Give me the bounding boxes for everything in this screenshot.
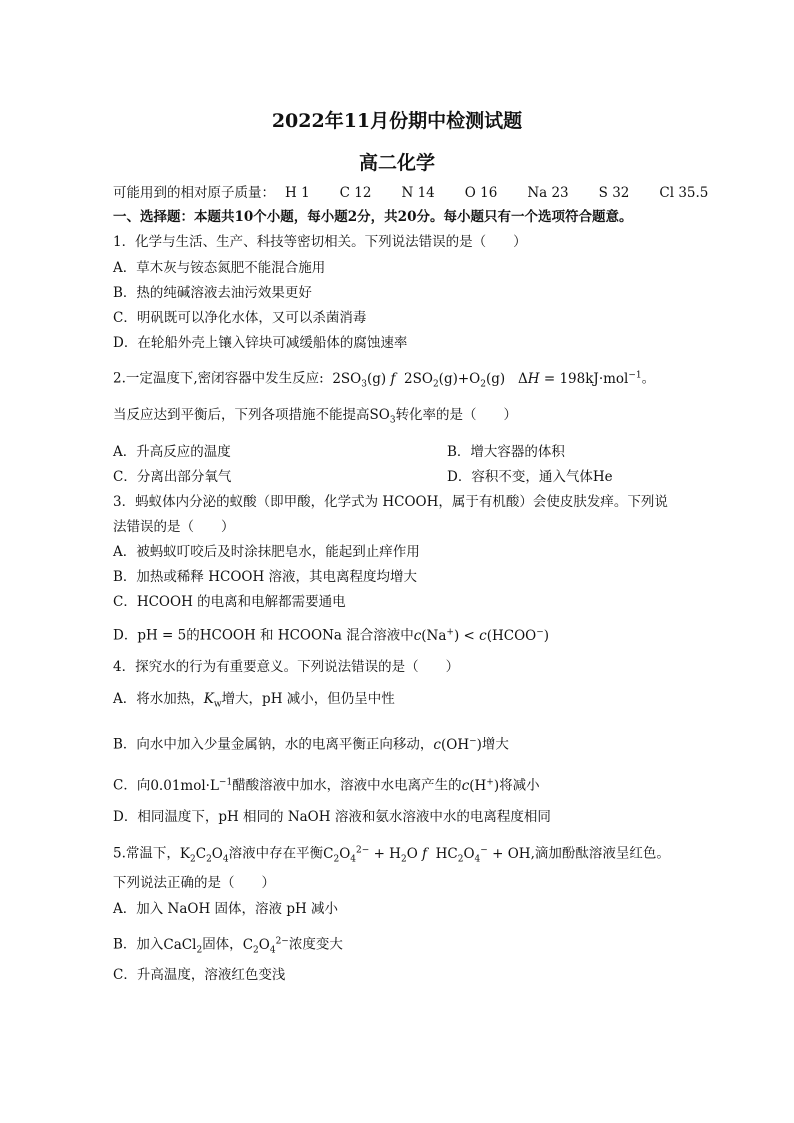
q3-option-c: C．HCOOH 的电离和电解都需要通电 bbox=[113, 594, 346, 610]
mass-na: Na 23 bbox=[527, 185, 569, 201]
section-heading: 一、选择题：本题共10个小题，每小题2分，共20分。每小题只有一个选项符合题意。 bbox=[113, 209, 633, 225]
mass-n: N 14 bbox=[401, 185, 435, 201]
exam-title: 2022年11月份期中检测试题 bbox=[271, 110, 523, 132]
q5-option-a: A．加入 NaOH 固体，溶液 pH 减小 bbox=[113, 901, 339, 917]
q5-stem: 5.常温下，$K_2C_2O_4$溶液中存在平衡$C_2O_4^{2-} + H_2O$ f $HC_2O_4^-$ + OH,滴加酚酞溶液呈红色。 bbox=[113, 845, 670, 865]
q2-stem bbox=[113, 366, 655, 393]
q2-option-c: C．分离出部分氧气 bbox=[113, 469, 232, 485]
q4-stem: 4．探究水的行为有重要意义。下列说法错误的是（ ） bbox=[113, 659, 460, 675]
q1-option-d: D．在轮船外壳上镶入锌块可减缓船体的腐蚀速率 bbox=[113, 335, 408, 351]
q3-option-d: D．pH = 5的HCOOH 和 HCOONa 混合溶液中c(Na+) < c(HCOO−) bbox=[113, 627, 550, 644]
mass-o: O 16 bbox=[464, 185, 498, 201]
q5-stem-line2: 下列说法正确的是（ ） bbox=[113, 875, 275, 891]
q3-stem-line2: 法错误的是（ ） bbox=[113, 519, 235, 535]
q1-stem: 1．化学与生活、生产、科技等密切相关。下列说法错误的是（ ） bbox=[113, 234, 527, 250]
q5-option-b: B．加入CaCl$_2$固体，$C_2O_4^{2-}$浓度变大 bbox=[113, 936, 343, 956]
q3-option-b: B．加热或稀释 HCOOH 溶液，其电离程度均增大 bbox=[113, 569, 418, 585]
q4-option-a: A．将水加热，$K_w$增大，pH 减小，但仍呈中性 bbox=[113, 691, 395, 710]
mass-c: C 12 bbox=[339, 185, 372, 201]
q2-stem-prefix: 2.一定温度下,密闭容器中发生反应: bbox=[113, 370, 324, 387]
q1-option-b: B．热的纯碱溶液去油污效果更好 bbox=[113, 285, 312, 301]
q2-stem-line2: 当反应达到平衡后，下列各项措施不能提高$SO_3$转化率的是（ ） bbox=[113, 407, 518, 426]
atomic-masses-label: 可能用到的相对原子质量： bbox=[113, 185, 275, 201]
mass-h: H 1 bbox=[285, 185, 310, 201]
q2-equation: $2SO_3(g)$ f $2SO_2(g)+O_2(g) \Delta H = 198kJ\cdot mol^{-1}$ bbox=[328, 370, 642, 390]
q3-option-a: A．被蚂蚁叮咬后及时涂抹肥皂水，能起到止痒作用 bbox=[113, 544, 420, 560]
q2-option-a: A．升高反应的温度 bbox=[113, 444, 231, 460]
q1-option-a: A．草木灰与铵态氮肥不能混合施用 bbox=[113, 260, 326, 276]
mass-s: S 32 bbox=[598, 185, 630, 201]
q2-option-d: D．容积不变，通入气体He bbox=[447, 469, 613, 485]
q5-option-c: C．升高温度，溶液红色变浅 bbox=[113, 967, 286, 983]
q4-option-b: B．向水中加入少量金属钠，水的电离平衡正向移动，c(OH−)增大 bbox=[113, 736, 509, 753]
q2-option-b: B．增大容器的体积 bbox=[447, 444, 565, 460]
mass-cl: Cl 35.5 bbox=[659, 185, 709, 201]
exam-subject: 高二化学 bbox=[358, 152, 435, 174]
q3-stem: 3．蚂蚁体内分泌的蚁酸（即甲酸，化学式为 HCOOH，属于有机酸）会使皮肤发痒。下列说 bbox=[113, 494, 668, 510]
atomic-masses-line bbox=[113, 184, 738, 202]
q1-option-c: C．明矾既可以净化水体，又可以杀菌消毒 bbox=[113, 310, 367, 326]
q4-option-d: D．相同温度下，pH 相同的 NaOH 溶液和氨水溶液中水的电离程度相同 bbox=[113, 809, 551, 825]
q2-stem-suffix: 。 bbox=[641, 370, 656, 387]
q4-option-c: C．向$0.01mol\cdot L^{-1}$醋酸溶液中加水，溶液中水电离产生的c(H+)将减小 bbox=[113, 777, 540, 794]
